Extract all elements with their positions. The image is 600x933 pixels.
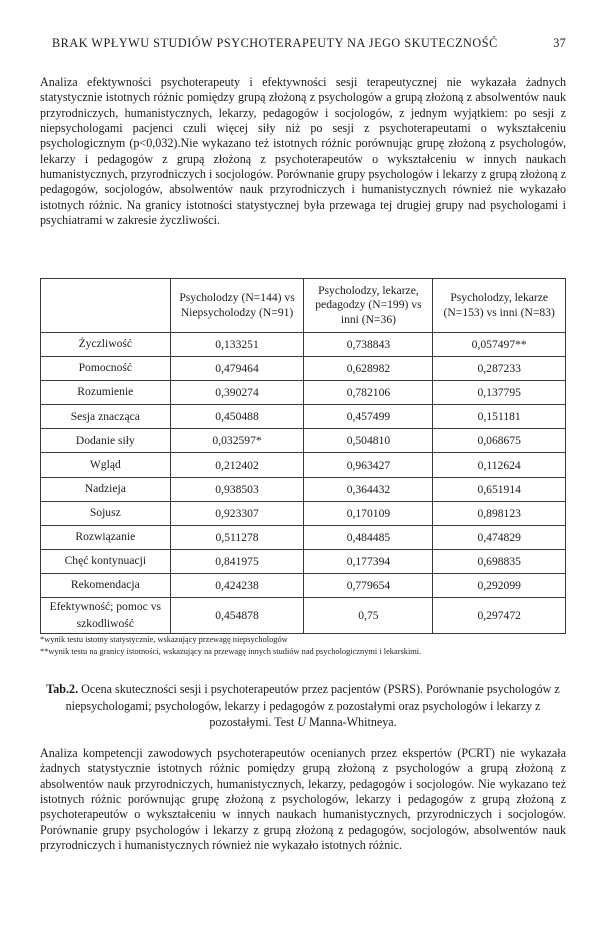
table-row (41, 429, 566, 453)
table-body (41, 333, 566, 634)
value-cell: 0,364432 (304, 477, 433, 501)
running-title: BRAK WPŁYWU STUDIÓW PSYCHOTERAPEUTY NA JEGO SKUTECZNOŚĆ (52, 36, 498, 50)
row-label-cell: Pomocność (41, 357, 171, 381)
row-label-cell: Rozwiązanie (41, 525, 171, 549)
row-label-cell: Chęć kontynuacji (41, 549, 171, 573)
table-row (41, 598, 566, 634)
value-cell: 0,938503 (170, 477, 304, 501)
paragraph-psychotherapist-effectiveness: Analiza efektywności psychoterapeuty i efektywności sesji terapeutycznej nie wykazała żadnych statystycznie istotnych różnic pomiędzy grupą złożoną z psychologów a grupą złożoną z absolwentów nauk przyrodniczych, humanistycznych, lekarzy, pedagogów i socjologów, z jednym wyjątkiem: po sesji z niepsychologami pacjenci czuli więcej siły niż po sesji z psychoterapeutami o wykształceniu psychologicznym (p<0,032).Nie wykazano też istotnych różnic porównując grupę złożoną z psychologów, lekarzy i pedagogów z grupą złożoną z psychoterapeutów o wykształceniu w innych naukach humanistycznych, przyrodniczych i socjologów. Porównanie grupy psychologów i lekarzy z grupą złożoną z pedagogów, socjologów, absolwentów nauk przyrodniczych i humanistycznych również nie wykazało istotnych różnic. Na granicy istotności statystycznej była przewaga tej drugiej grupy nad psychologami i psychiatrami w zakresie życzliwości. (40, 75, 566, 228)
value-cell: 0,738843 (304, 333, 433, 357)
row-label-cell: Rekomendacja (41, 573, 171, 597)
value-cell: 0,628982 (304, 357, 433, 381)
row-label-cell: Nadzieja (41, 477, 171, 501)
footnote-single-asterisk: *wynik testu istotny statystycznie, wskazujący przewagę niepsychologów (40, 635, 288, 644)
value-cell: 0,137795 (433, 381, 566, 405)
value-cell: 0,292099 (433, 573, 566, 597)
table-row (41, 501, 566, 525)
table-row (41, 525, 566, 549)
table-row (41, 573, 566, 597)
table-row (41, 381, 566, 405)
caption-test-letter: U (297, 715, 306, 729)
table-row (41, 549, 566, 573)
value-cell: 0,651914 (433, 477, 566, 501)
table-row (41, 357, 566, 381)
value-cell: 0,511278 (170, 525, 304, 549)
value-cell: 0,212402 (170, 453, 304, 477)
running-header (52, 36, 566, 51)
value-cell: 0,698835 (433, 549, 566, 573)
table-row (41, 477, 566, 501)
value-cell: 0,782106 (304, 381, 433, 405)
row-label-cell: Dodanie siły (41, 429, 171, 453)
value-cell: 0,484485 (304, 525, 433, 549)
row-label-cell: Rozumienie (41, 381, 171, 405)
value-cell: 0,287233 (433, 357, 566, 381)
value-cell: 0,424238 (170, 573, 304, 597)
value-cell: 0,454878 (170, 598, 304, 634)
value-cell: 0,779654 (304, 573, 433, 597)
table-row (41, 453, 566, 477)
results-table (40, 278, 566, 634)
table-header-row (41, 279, 566, 333)
table-header-cell: Psycholodzy, lekarze, pedagodzy (N=199) vs inni (N=36) (304, 279, 433, 333)
value-cell: 0,151181 (433, 405, 566, 429)
value-cell: 0,841975 (170, 549, 304, 573)
table-row (41, 333, 566, 357)
value-cell: 0,75 (304, 598, 433, 634)
value-cell: 0,457499 (304, 405, 433, 429)
value-cell: 0,504810 (304, 429, 433, 453)
page-number: 37 (553, 36, 566, 50)
value-cell: 0,112624 (433, 453, 566, 477)
value-cell: 0,390274 (170, 381, 304, 405)
value-cell: 0,032597* (170, 429, 304, 453)
value-cell: 0,170109 (304, 501, 433, 525)
row-label-cell: Sojusz (41, 501, 171, 525)
value-cell: 0,057497** (433, 333, 566, 357)
table-header-cell (41, 279, 171, 333)
table-footnotes (40, 634, 600, 658)
value-cell: 0,479464 (170, 357, 304, 381)
table-row (41, 405, 566, 429)
row-label-cell: Sesja znacząca (41, 405, 171, 429)
value-cell: 0,898123 (433, 501, 566, 525)
table-caption (40, 681, 566, 731)
value-cell: 0,963427 (304, 453, 433, 477)
caption-text: Ocena skuteczności sesji i psychoterapeutów przez pacjentów (PSRS). Porównanie psychologów z niepsychologami; psychologów, lekarzy i pedagogów z pozostałymi oraz psychologów i lekarzy z pozostałymi. Test (65, 682, 560, 729)
row-label-cell: Efektywność; pomoc vs szkodliwość (41, 598, 171, 634)
row-label-cell: Wgląd (41, 453, 171, 477)
value-cell: 0,923307 (170, 501, 304, 525)
row-label-cell: Życzliwość (41, 333, 171, 357)
value-cell: 0,068675 (433, 429, 566, 453)
value-cell: 0,474829 (433, 525, 566, 549)
table-header-cell: Psycholodzy, lekarze (N=153) vs inni (N=83) (433, 279, 566, 333)
value-cell: 0,177394 (304, 549, 433, 573)
table-header-cell: Psycholodzy (N=144) vs Niepsycholodzy (N=91) (170, 279, 304, 333)
caption-label: Tab.2. (46, 682, 79, 696)
footnote-double-asterisk: **wynik testu na granicy istotności, wskazujący na przewagę innych studiów nad psychologicznymi i lekarskimi. (40, 647, 422, 657)
paragraph-competence-analysis: Analiza kompetencji zawodowych psychoterapeutów ocenianych przez ekspertów (PCRT) nie wykazała żadnych statystycznie istotnych różnic pomiędzy grupą złożoną z psychologów a grupą złożoną z absolwentów nauk przyrodniczych, humanistycznych, lekarzy, pedagogów i socjologów. Nie wykazano też istotnych różnic porównując grupę złożoną z psychologów, lekarzy i pedagogów z grupą złożoną z psychoterapeutów o wykształceniu w innych naukach humanistycznych, przyrodniczych i socjologów. Porównanie grupy psychologów i lekarzy z grupą złożoną z pedagogów, socjologów, absolwentów nauk przyrodniczych i humanistycznych również nie wykazało istotnych różnic. (40, 746, 566, 853)
value-cell: 0,133251 (170, 333, 304, 357)
caption-text-end: Manna-Whitneya. (306, 715, 397, 729)
value-cell: 0,297472 (433, 598, 566, 634)
value-cell: 0,450488 (170, 405, 304, 429)
